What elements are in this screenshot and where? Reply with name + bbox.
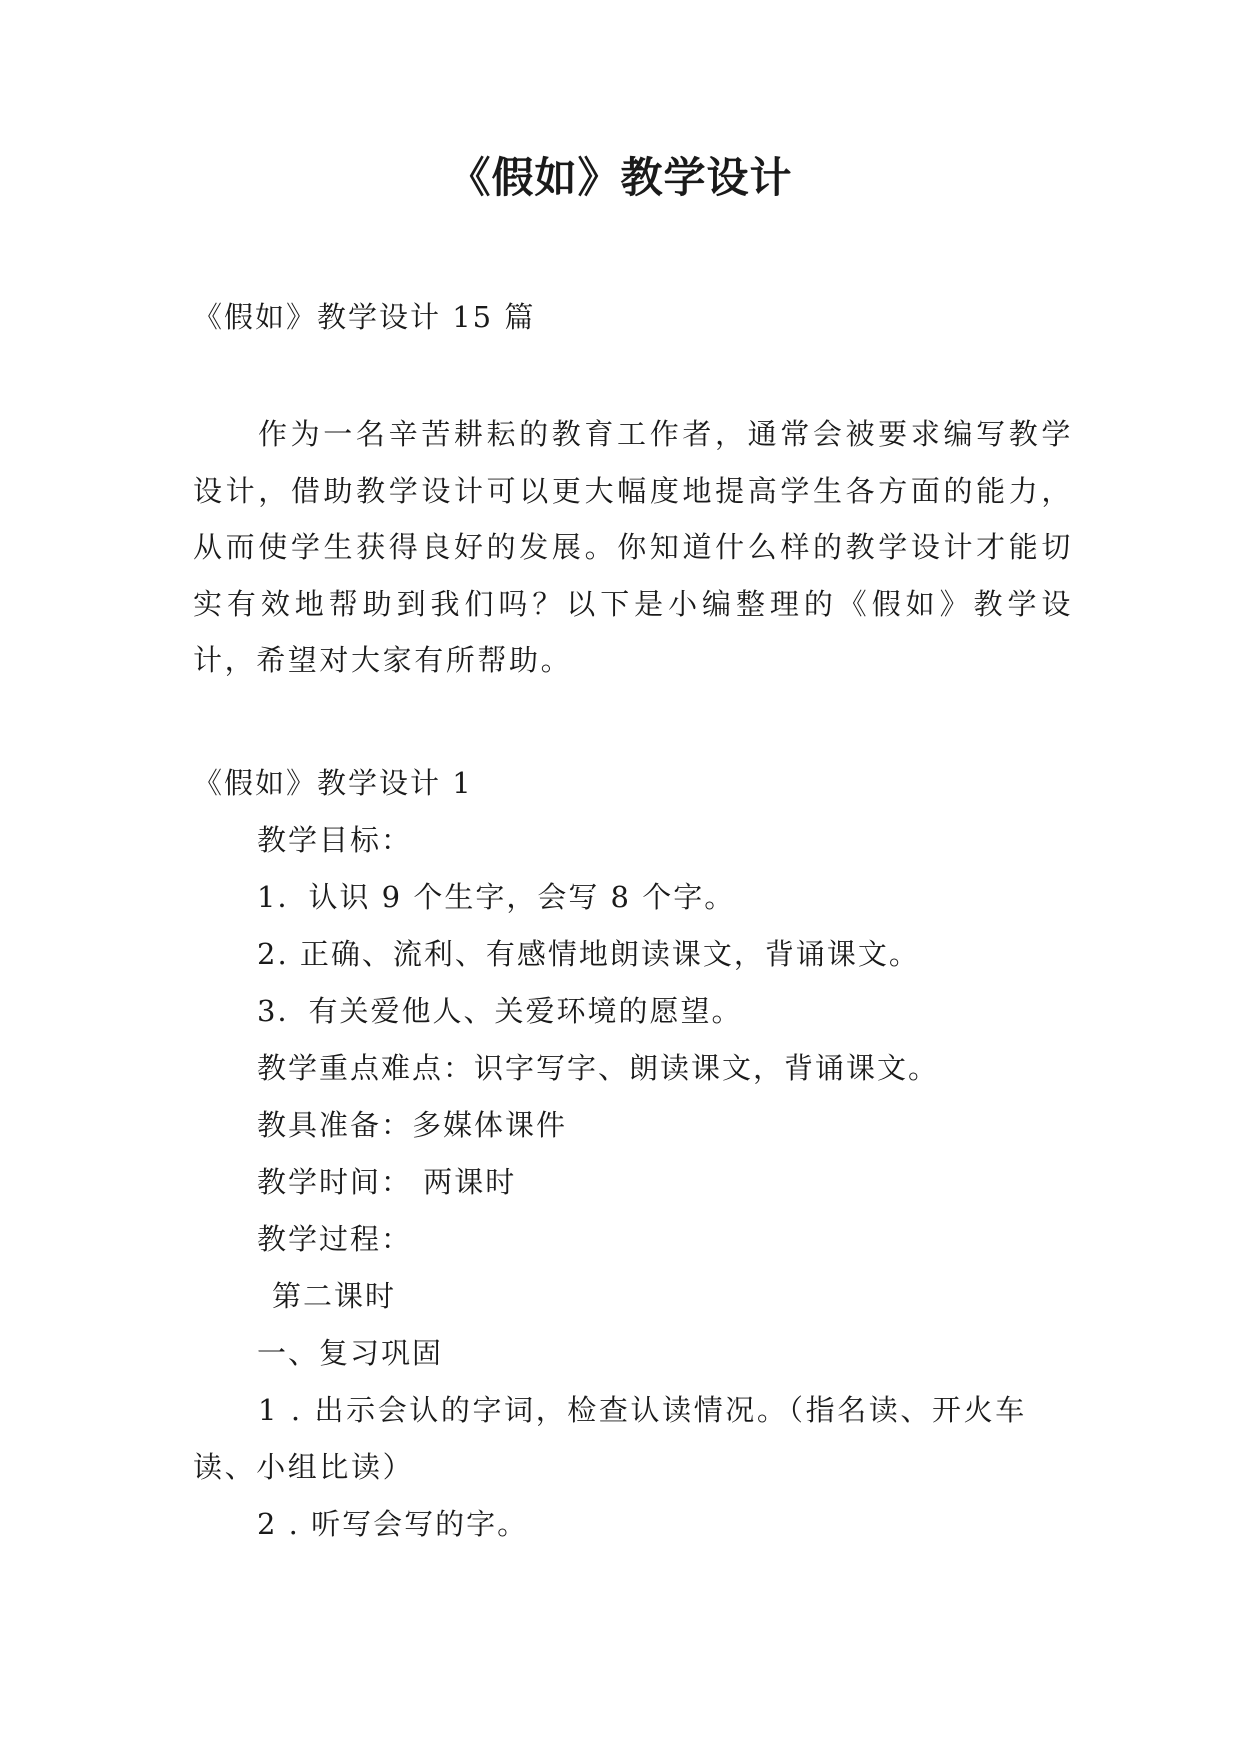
process-label: 教学过程： [257, 1222, 413, 1256]
goal-item-1: 1．认识 9 个生字，会写 8 个字。 [257, 880, 736, 914]
intro-paragraph: 作为一名辛苦耕耘的教育工作者，通常会被要求编写教学设计，借助教学设计可以更大幅度地提高学生各方面的能力，从而使学生获得良好的发展。你知道什么样的教学设计才能切实有效地帮助到我们吗？以下是小编整理的《假如》教学设计，希望对大家有所帮助。 [193, 417, 1073, 677]
review-heading: 一、复习巩固 [257, 1336, 444, 1370]
review-item-1: 1 . 出示会认的字词，检查认读情况。（指名读、开火车读、小组比读） [193, 1393, 1027, 1484]
review-item-2: 2 . 听写会写的字。 [257, 1507, 529, 1541]
goal-item-2: 2. 正确、流利、有感情地朗读课文，背诵课文。 [257, 937, 920, 971]
document-title: 《假如》教学设计 [448, 153, 793, 202]
goal-item-3: 3．有关爱他人、关爱环境的愿望。 [257, 994, 743, 1028]
teaching-tools: 教具准备：多媒体课件 [257, 1108, 568, 1142]
teaching-time: 教学时间： 两课时 [257, 1165, 517, 1199]
document-subtitle: 《假如》教学设计 15 篇 [193, 300, 536, 334]
section-heading: 《假如》教学设计 1 [193, 766, 473, 800]
lesson-heading: 第二课时 [272, 1279, 397, 1313]
key-points: 教学重点难点：识字写字、朗读课文，背诵课文。 [257, 1051, 940, 1085]
goals-label: 教学目标： [257, 823, 413, 857]
